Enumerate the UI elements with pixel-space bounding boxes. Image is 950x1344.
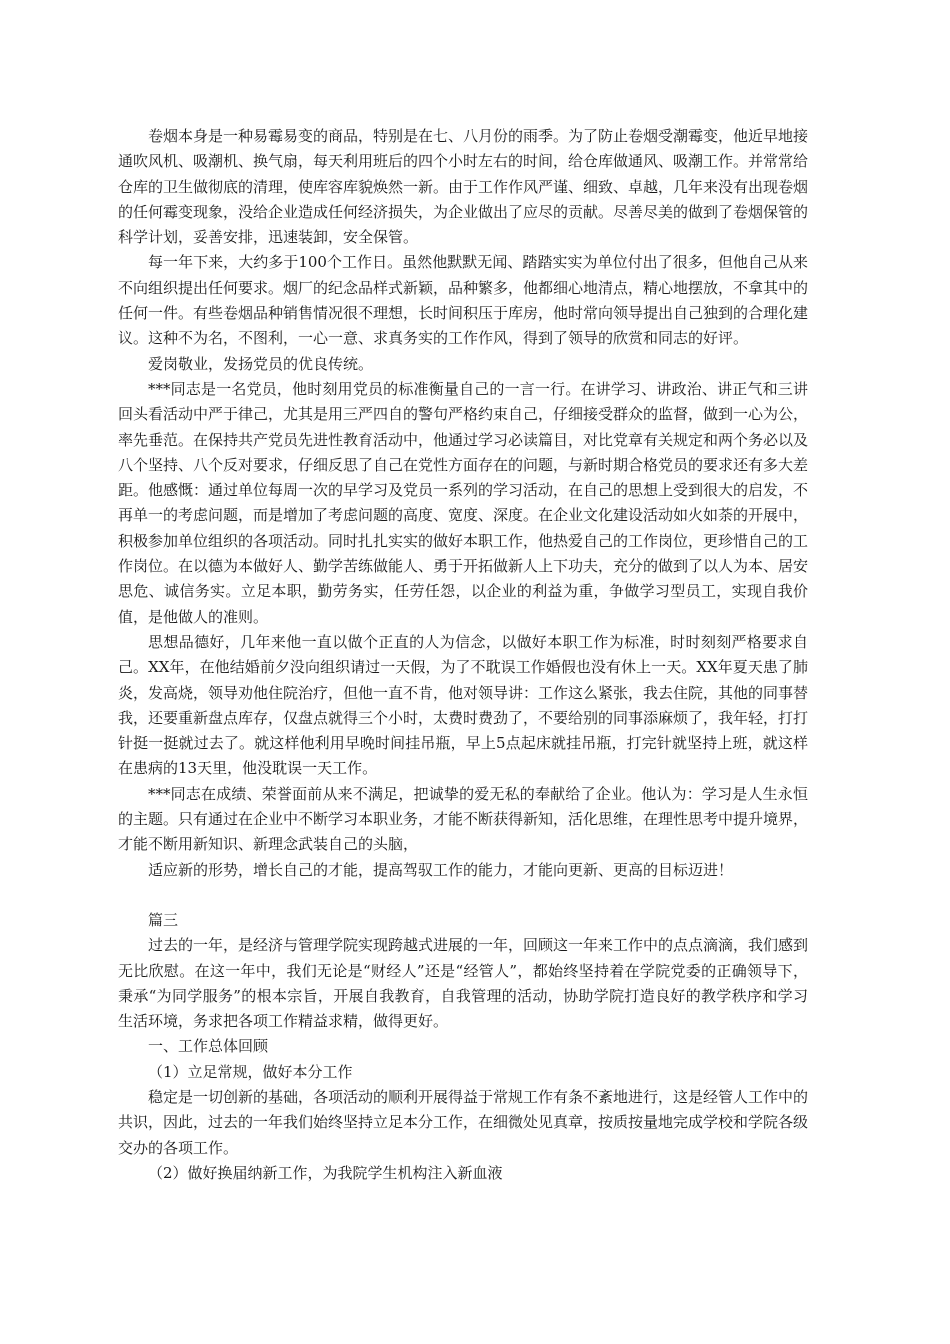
document-body [118, 124, 808, 1186]
subheading: （2）做好换届纳新工作，为我院学生机构注入新血液 [148, 1163, 503, 1182]
paragraph: 思想品德好，几年来他一直以做个正直的人为信念，以做好本职工作为标准，时时刻刻严格要求自己。XX年，在他结婚前夕没向组织请过一天假，为了不耽误工作婚假也没有休上一天。XX年夏天患了肺炎，发高烧，领导劝他住院治疗，但他一直不肯，他对领导讲：工作这么紧张，我去住院，其他的同事替我，还要重新盘点库存，仅盘点就得三个小时，太费时费劲了，不要给别的同事添麻烦了，我年轻，打打针挺一挺就过去了。就这样他利用早晚时间挂吊瓶，早上5点起床就挂吊瓶，打完针就坚持上班，就这样在患病的13天里，他没耽误一天工作。 [118, 632, 809, 778]
paragraph: 稳定是一切创新的基础，各项活动的顺利开展得益于常规工作有条不紊地进行，这是经管人工作中的共识，因此，过去的一年我们始终坚持立足本分工作，在细微处见真章，按质按量地完成学校和学院各级交办的各项工作。 [118, 1087, 809, 1157]
paragraph: 每一年下来，大约多于100个工作日。虽然他默默无闻、踏踏实实为单位付出了很多，但他自己从来不向组织提出任何要求。烟厂的纪念品样式新颖，品种繁多，他都细心地清点，精心地摆放，不拿其中的任何一件。有些卷烟品种销售情况很不理想，长时间积压于库房，他时常向领导提出自己独到的合理化建议。这种不为名，不图利，一心一意、求真务实的工作作风，得到了领导的欣赏和同志的好评。 [118, 253, 809, 348]
section-title: 篇三 [148, 910, 179, 929]
paragraph: 适应新的形势，增长自己的才能，提高驾驭工作的能力，才能向更新、更高的目标迈进！ [148, 860, 734, 879]
paragraph: 爱岗敬业，发扬党员的优良传统。 [148, 354, 374, 373]
heading: 一、工作总体回顾 [148, 1037, 269, 1056]
paragraph: ***同志在成绩、荣誉面前从来不满足，把诚挚的爱无私的奉献给了企业。他认为：学习是人生永恒的主题。只有通过在企业中不断学习本职业务，才能不断获得新知，活化思维，在理性思考中提升境界，才能不断用新知识、新理念武装自己的头脑， [118, 784, 809, 854]
paragraph: 卷烟本身是一种易霉易变的商品，特别是在七、八月份的雨季。为了防止卷烟受潮霉变，他近早地接通吹风机、吸潮机、换气扇，每天利用班后的四个小时左右的时间，给仓库做通风、吸潮工作。并常常给仓库的卫生做彻底的清理，使库容库貌焕然一新。由于工作作风严谨、细致、卓越，几年来没有出现卷烟的任何霉变现象，没给企业造成任何经济损失，为企业做出了应尽的贡献。尽善尽美的做到了卷烟保管的科学计划，妥善安排，迅速装卸，安全保管。 [118, 127, 809, 247]
blank-line [118, 883, 808, 908]
paragraph: 过去的一年，是经济与管理学院实现跨越式进展的一年，回顾这一年来工作中的点点滴滴，我们感到无比欣慰。在这一年中，我们无论是“财经人”还是“经管人”，都始终坚持着在学院党委的正确领导下，秉承“为同学服务”的根本宗旨，开展自我教育，自我管理的活动，协助学院打造良好的教学秩序和学习生活环境，务求把各项工作精益求精，做得更好。 [118, 936, 809, 1031]
paragraph: ***同志是一名党员，他时刻用党员的标准衡量自己的一言一行。在讲学习、讲政治、讲正气和三讲回头看活动中严于律己，尤其是用三严四自的警句严格约束自己，仔细接受群众的监督，做到一心为公，率先垂范。在保持共产党员先进性教育活动中，他通过学习必读篇目，对比党章有关规定和两个务必以及八个坚持、八个反对要求，仔细反思了自己在党性方面存在的问题，与新时期合格党员的要求还有多大差距。他感慨：通过单位每周一次的早学习及党员一系列的学习活动，在自己的思想上受到很大的启发，不再单一的考虑问题，而是增加了考虑问题的高度、宽度、深度。在企业文化建设活动如火如荼的开展中，积极参加单位组织的各项活动。同时扎扎实实的做好本职工作，他热爱自己的工作岗位，更珍惜自己的工作岗位。在以德为本做好人、勤学苦练做能人、勇于开拓做新人上下功夫，充分的做到了以人为本、居安思危、诚信务实。立足本职，勤劳务实，任劳任怨，以企业的利益为重，争做学习型员工，实现自我价值，是他做人的准则。 [118, 379, 809, 626]
subheading: （1）立足常规，做好本分工作 [148, 1062, 353, 1081]
